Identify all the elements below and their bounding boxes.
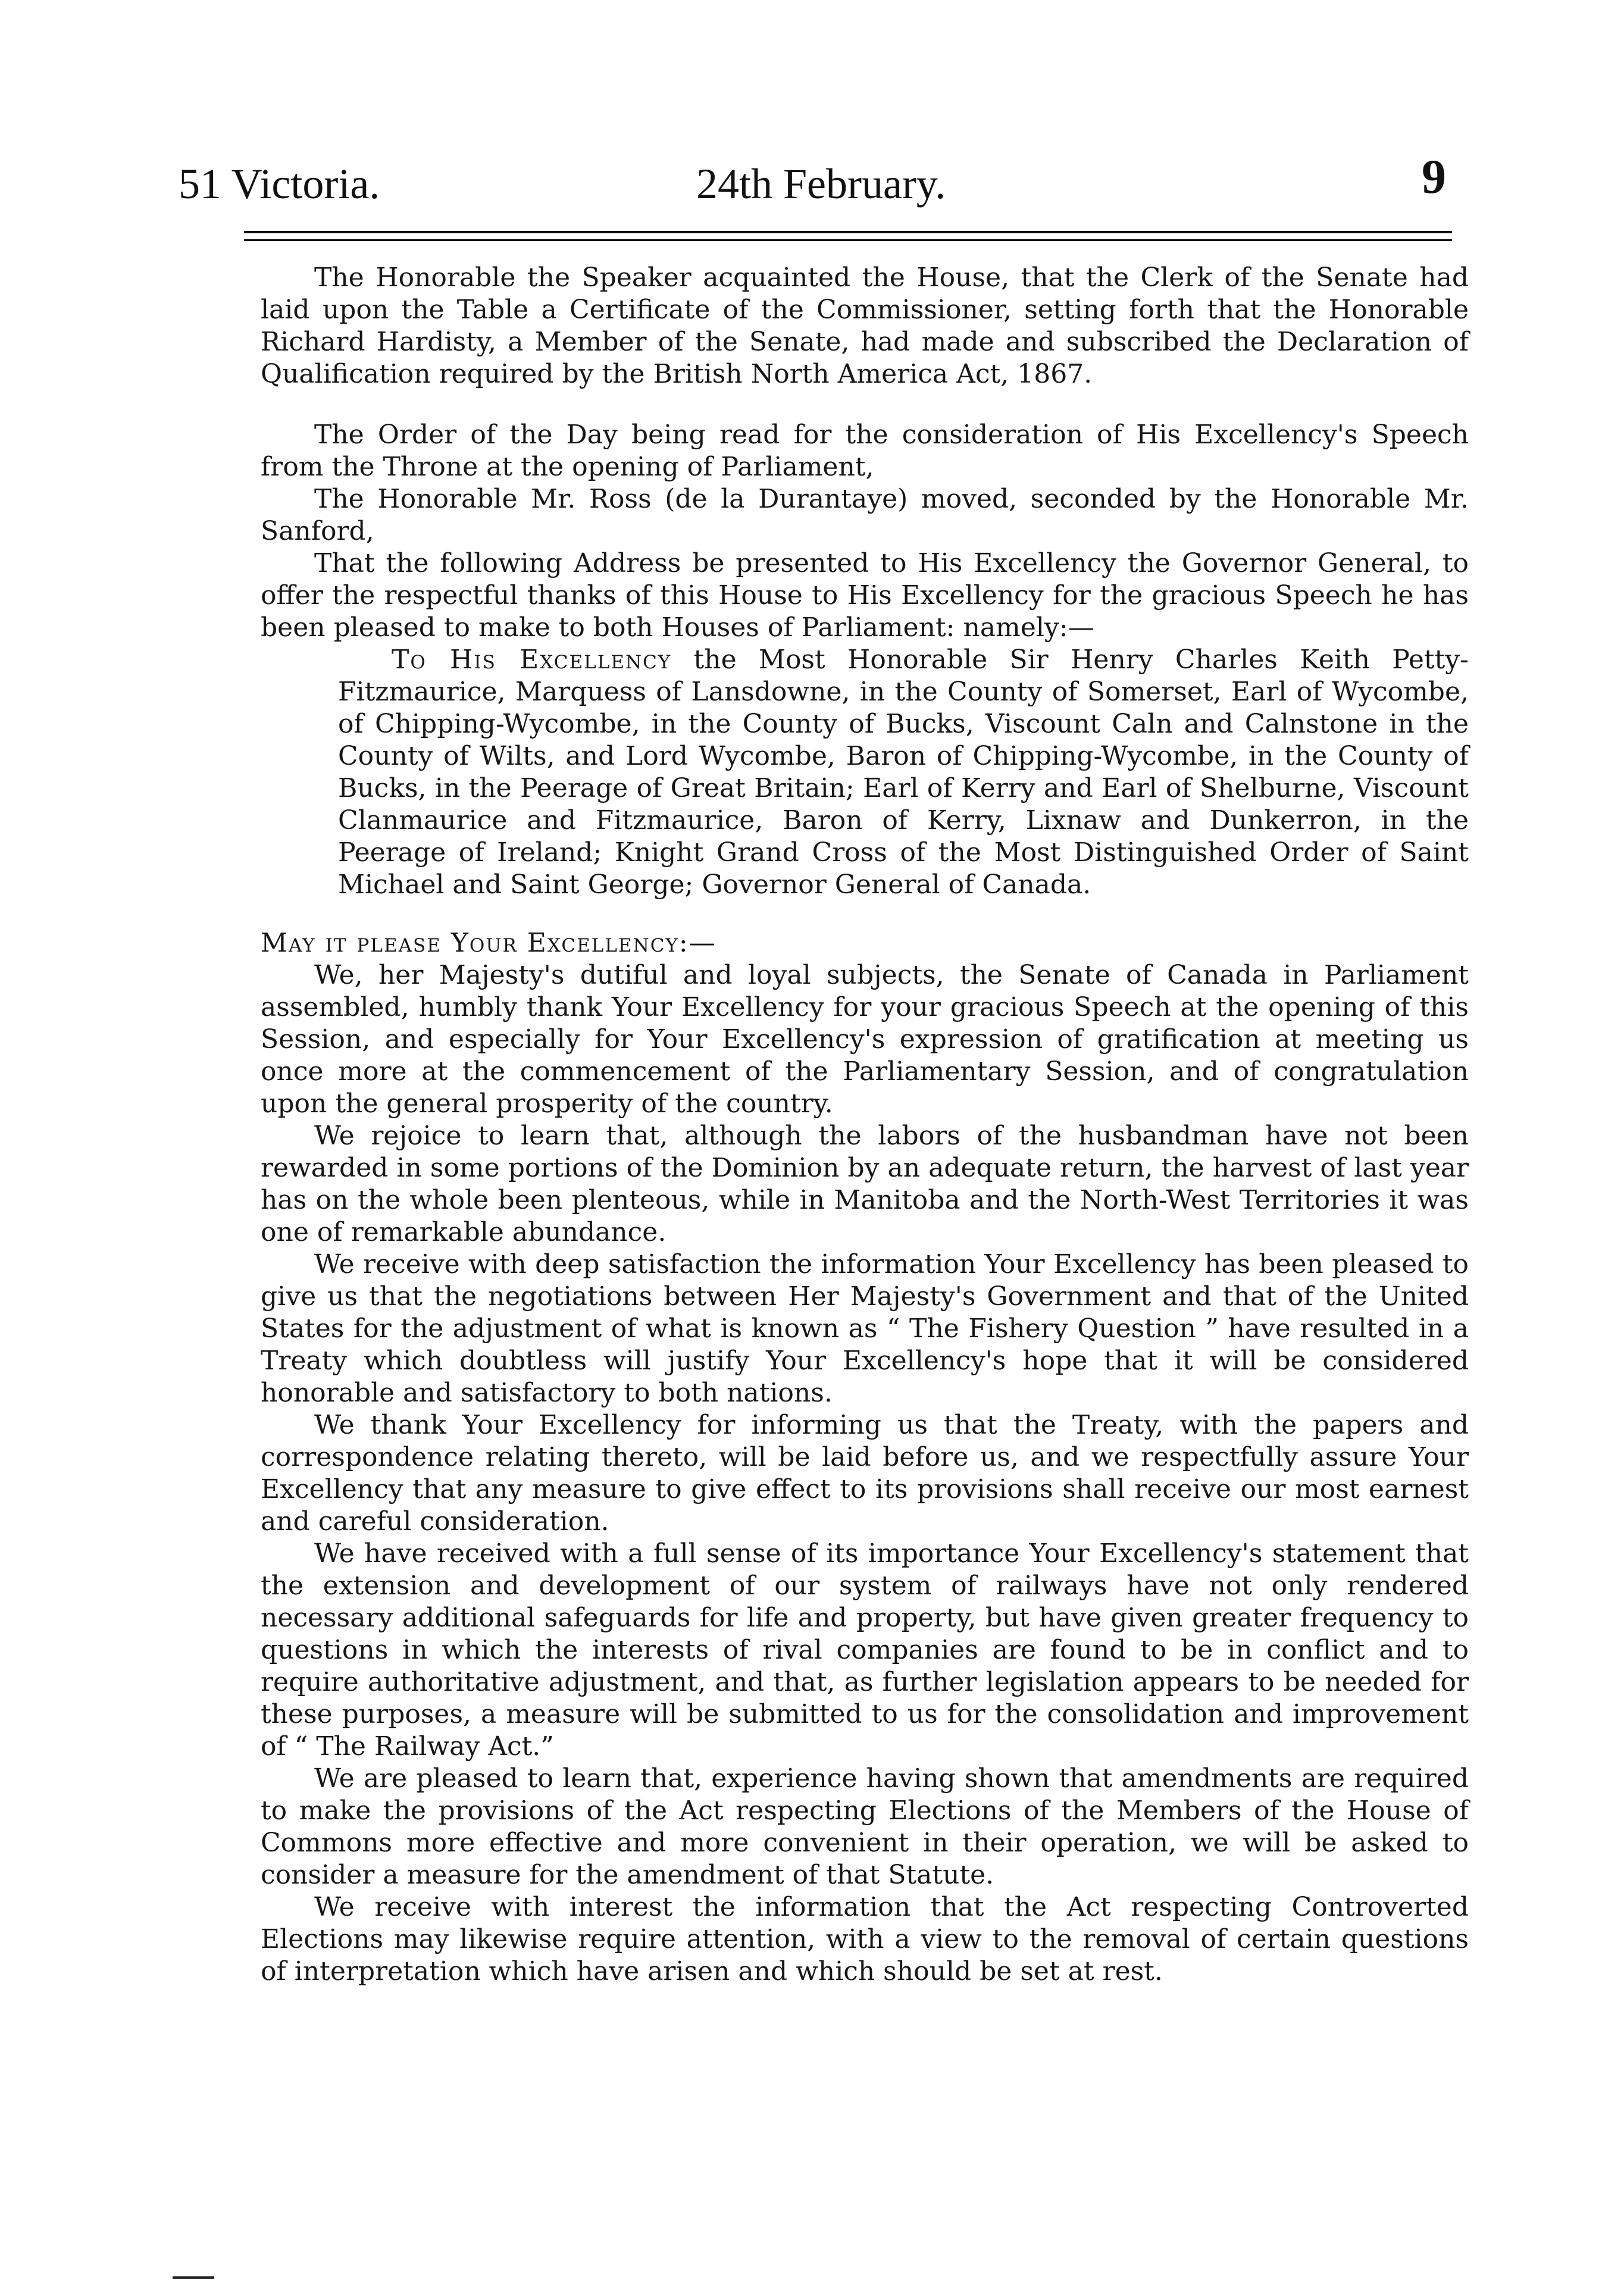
reply-paragraph: We have received with a full sense of its importance Your Excellency's statement that the extension and development of our system of railways have not only rendered necessary additional safeguards for life and property, but have given greater frequency to questions in which the interests of rival companies are found to be in conflict and to require authoritative adjustment, and that, as further legislation appears to be needed for these purposes, a measure will be submitted to us for the consolidation and improvement of “ The Railway Act.”: [261, 1538, 1469, 1762]
header-regnal-year: 51 Victoria.: [179, 160, 380, 208]
address-titles: the Most Honorable Sir Henry Charles Keith Petty-Fitzmaurice, Marquess of Lansdowne, in the County of Somerset, Earl of Wycombe, of Chipping-Wycombe, in the County of Bucks, Viscount Caln and Calnstone in the County of Wilts, and Lord Wycombe, Baron of Chipping-Wycombe, in the County of Bucks, in the Peerage of Great Britain; Earl of Kerry and Earl of Shelburne, Viscount Clanmaurice and Fitzmaurice, Baron of Kerry, Lixnaw and Dunkerron, in the Peerage of Ireland; Knight Grand Cross of the Most Distinguished Order of Saint Michael and Saint George; Governor General of Canada.: [338, 645, 1469, 900]
header-rule-thick: [244, 231, 1452, 233]
paragraph-certificate: The Honorable the Speaker acquainted the House, that the Clerk of the Senate had laid upon the Table a Certificate of the Commissioner, setting forth that the Honorable Richard Hardisty, a Member of the Senate, had made and subscribed the Declaration of Qualification required by the British North America Act, 1867.: [261, 262, 1469, 389]
address-prefix: To His Excellency: [392, 645, 672, 675]
reply-paragraph: We are pleased to learn that, experience having shown that amendments are required to make the provisions of the Act respecting Elections of the Members of the House of Commons more effective and more convenient in their operation, we will be asked to consider a measure for the amendment of that Statute.: [261, 1763, 1469, 1890]
document-body: [261, 262, 1469, 1988]
paragraph-order-of-day: The Order of the Day being read for the consideration of His Excellency's Speech from the Throne at the opening of Parliament,: [261, 420, 1469, 482]
reply-paragraph: We receive with interest the information that the Act respecting Controverted Elections may likewise require attention, with a view to the removal of certain questions of interpretation which have arisen and which should be set at rest.: [261, 1892, 1469, 1987]
header-rule-thin: [244, 239, 1452, 241]
reply-paragraph: We, her Majesty's dutiful and loyal subjects, the Senate of Canada in Parliament assembled, humbly thank Your Excellency for your gracious Speech at the opening of this Session, and especially for Your Excellency's expression of gratification at meeting us once more at the commencement of the Parliamentary Session, and of congratulation upon the general prosperity of the country.: [261, 960, 1469, 1119]
paragraph-motion: The Honorable Mr. Ross (de la Durantaye) moved, seconded by the Honorable Mr. Sanford,: [261, 484, 1469, 546]
salutation: May it please Your Excellency:—: [261, 928, 716, 958]
reply-paragraph: We receive with deep satisfaction the information Your Excellency has been pleased to give us that the negotiations between Her Majesty's Government and that of the United States for the adjustment of what is known as “ The Fishery Question ” have resulted in a Treaty which doubtless will justify Your Excellency's hope that it will be considered honorable and satisfactory to both nations.: [261, 1249, 1469, 1408]
paragraph-address-resolution: That the following Address be presented to His Excellency the Governor General, to offer the respectful thanks of this House to His Excellency for the gracious Speech he has been pleased to make to both Houses of Parliament: namely:—: [261, 548, 1469, 643]
reply-paragraph: We rejoice to learn that, although the labors of the husbandman have not been rewarded in some portions of the Dominion by an adequate return, the harvest of last year has on the whole been plenteous, while in Manitoba and the North-West Territories it was one of remarkable abundance.: [261, 1121, 1469, 1247]
page-header: [179, 149, 1458, 220]
page-number: 9: [1422, 149, 1446, 204]
header-date: 24th February.: [696, 160, 946, 208]
reply-paragraph: We thank Your Excellency for informing us that the Treaty, with the papers and correspondence relating thereto, will be laid before us, and we respectfully assure Your Excellency that any measure to give effect to its provisions shall receive our most earnest and careful consideration.: [261, 1410, 1469, 1537]
margin-mark: [173, 2276, 214, 2279]
address-to-governor-general: [261, 644, 1469, 901]
